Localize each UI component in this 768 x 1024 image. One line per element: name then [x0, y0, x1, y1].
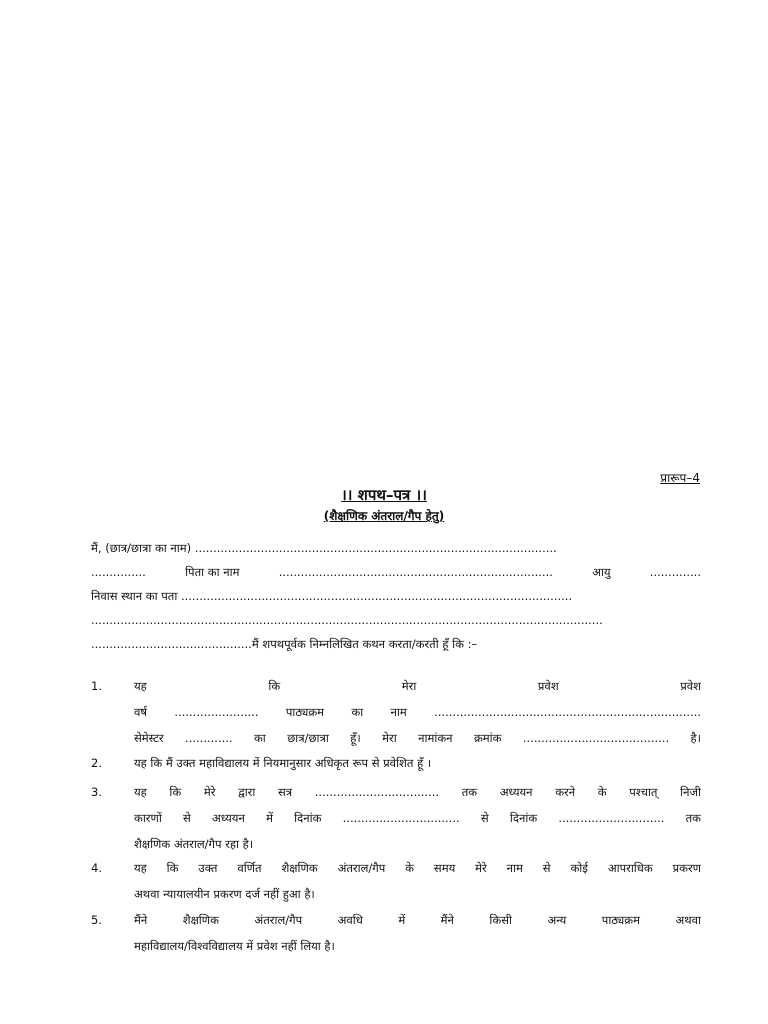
item-line: यह कि मेरे द्वारा सत्र .................................. तक अध्ययन करने के पश्चात् निजी: [134, 785, 701, 799]
item-line: मैंने शैक्षणिक अंतराल/गैप अवधि में मैंने किसी अन्य पाठ्यक्रम अथवा: [134, 913, 701, 927]
blank-field: ...........................................................................: [278, 565, 553, 579]
document-subtitle-text: (शैक्षणिक अंतराल/गैप हेतु): [323, 509, 445, 523]
item-body: [134, 861, 701, 913]
item-number: 2.: [91, 756, 102, 770]
father-name-label: पिता का नाम: [185, 565, 240, 579]
item-line: वर्ष ....................... पाठ्यक्रम का नाम .........................................................................: [134, 705, 701, 719]
item-body: [134, 913, 701, 965]
item-line: यह कि मैं उक्त महाविद्यालय में नियमानुसार अधिकृत रूप से प्रवेशित हूँ ।: [134, 756, 432, 770]
item-number: 4.: [91, 861, 102, 875]
item-body: [134, 785, 701, 863]
item-line: यह कि मेरा प्रवेश प्रवेश: [134, 679, 701, 693]
blank-field: ...............: [91, 565, 146, 579]
intro-father-name-line: [91, 565, 701, 579]
item-number: 1.: [91, 679, 102, 693]
item-number: 5.: [91, 913, 102, 927]
intro-address-line: निवास स्थान का पता ...........................................................................................................: [91, 589, 573, 603]
item-line: सेमेस्टर ............. का छात्र/छात्रा हूँ। मेरा नामांकन क्रमांक ........................................ है।: [134, 731, 701, 745]
item-line: महाविद्यालय/विश्वविद्यालय में प्रवेश नहीं लिया है।: [134, 939, 335, 953]
age-label: आयु: [592, 565, 611, 579]
intro-student-name-line: मैं, (छात्र/छात्रा का नाम) ...................................................................................................: [91, 541, 557, 555]
document-subtitle: [0, 507, 768, 524]
document-title: [0, 485, 768, 505]
blank-field: ..............: [649, 565, 701, 579]
item-line: अथवा न्यायालयीन प्रकरण दर्ज नहीं हुआ है।: [134, 887, 315, 901]
item-body: [134, 679, 701, 757]
item-line: शैक्षणिक अंतराल/गैप रहा है।: [134, 837, 254, 851]
form-code: प्रारूप–4: [660, 471, 700, 485]
document-title-text: ।। शपथ–पत्र ।।: [341, 486, 427, 504]
item-line: यह कि उक्त वर्णित शैक्षणिक अंतराल/गैप के समय मेरे नाम से कोई आपराधिक प्रकरण: [134, 861, 701, 875]
intro-declaration-line: ............................................मैं शपथपूर्वक निम्नलिखित कथन करता/करती हूँ कि :–: [91, 637, 478, 651]
item-number: 3.: [91, 785, 102, 799]
intro-address-line-2: ............................................................................................................................................: [91, 613, 603, 627]
item-body: [134, 756, 701, 782]
item-line: कारणों से अध्ययन में दिनांक ................................ से दिनांक ............................. तक: [134, 811, 701, 825]
